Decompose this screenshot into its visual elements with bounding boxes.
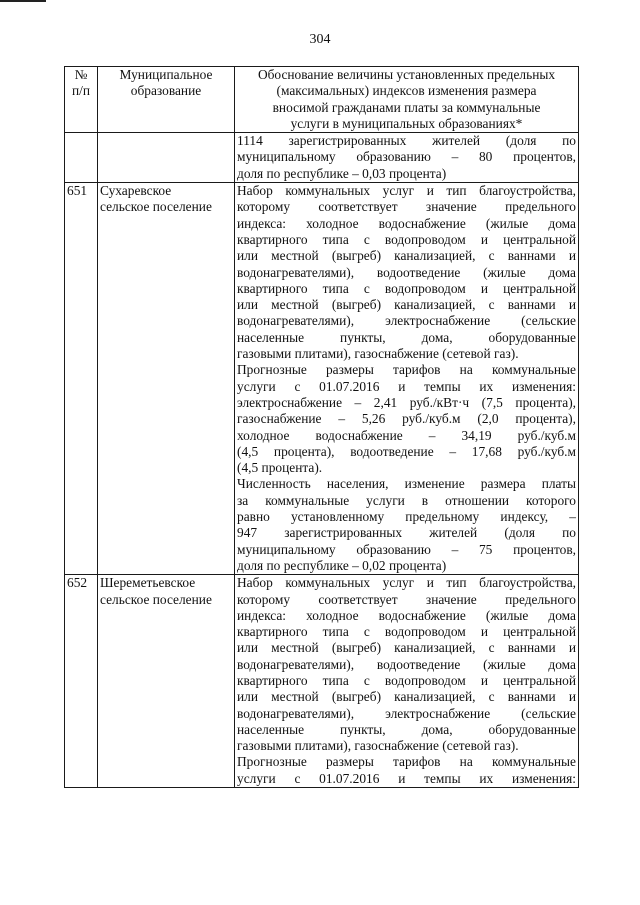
row-number-cell: [65, 133, 98, 183]
header-municipality-line: образование: [130, 83, 202, 99]
text-line: или местной (выгреб) канализацией, с ваннами и: [237, 640, 576, 656]
text-line: доля по республике – 0,03 процента): [237, 165, 447, 181]
text-line: услуги с 01.07.2016 и темпы их изменения:: [237, 378, 576, 394]
text-line: газоснабжение – 5,26 руб./куб.м (2,0 процента),: [237, 411, 576, 427]
text-line: или местной (выгреб) канализацией, с ваннами и: [237, 297, 576, 313]
text-line: населенные пункты, дома, оборудованные: [237, 721, 576, 737]
municipality-type: сельское поселение: [100, 199, 212, 215]
text-line: холодное водоснабжение – 34,19 руб./куб.м: [237, 427, 576, 443]
table-row-continuation: [65, 133, 579, 183]
text-line: квартирного типа с водопроводом и центральной: [237, 280, 576, 296]
text-line: электроснабжение – 2,41 руб./кВт·ч (7,5 процента),: [237, 394, 576, 410]
header-basis: [235, 67, 579, 133]
page-number: 304: [309, 32, 331, 47]
text-line: водонагревателями), водоотведение (жилые дома: [237, 656, 576, 672]
text-line: индекса: холодное водоснабжение (жилые дома: [237, 607, 576, 623]
text-line: квартирного типа с водопроводом и центральной: [237, 672, 576, 688]
table-header-row: [65, 67, 579, 133]
text-line: Прогнозные размеры тарифов на коммунальные: [237, 362, 576, 378]
header-municipality: [98, 67, 235, 133]
text-line: муниципальному образованию – 75 процентов,: [237, 541, 576, 557]
row-number: 651: [65, 183, 98, 575]
text-line: (4,5 процента), водоотведение – 17,68 руб./куб.м: [237, 443, 576, 459]
row-municipality-cell: [98, 133, 235, 183]
text-line: Численность населения, изменение размера платы: [237, 476, 576, 492]
text-line: водонагревателями), электроснабжение (сельские: [237, 705, 576, 721]
text-line: 947 зарегистрированных жителей (доля по: [237, 525, 576, 541]
header-basis-line: (максимальных) индексов изменения размера: [276, 83, 537, 99]
header-number: [65, 67, 98, 133]
tariff-table: [64, 66, 579, 788]
text-line: (4,5 процента).: [237, 460, 323, 476]
text-line: водонагревателями), электроснабжение (сельские: [237, 313, 576, 329]
municipality-name: Сухаревское: [100, 183, 172, 199]
header-municipality-line: Муниципальное: [119, 67, 213, 82]
header-basis-line: Обоснование величины установленных предельных: [257, 67, 556, 82]
row-basis-cell: [235, 133, 579, 183]
text-line: услуги с 01.07.2016 и темпы их изменения:: [237, 770, 576, 786]
text-line: Прогнозные размеры тарифов на коммунальные: [237, 754, 576, 770]
text-line: доля по республике – 0,02 процента): [237, 557, 447, 573]
text-line: 1114 зарегистрированных жителей (доля по: [237, 133, 576, 149]
text-line: муниципальному образованию – 80 процентов,: [237, 149, 576, 165]
text-line: Набор коммунальных услуг и тип благоустройства,: [237, 575, 576, 591]
text-line: или местной (выгреб) канализацией, с ваннами и: [237, 248, 576, 264]
row-basis: [235, 575, 579, 788]
text-line: которому соответствует значение предельного: [237, 199, 576, 215]
text-line: населенные пункты, дома, оборудованные: [237, 329, 576, 345]
text-line: которому соответствует значение предельного: [237, 591, 576, 607]
text-line: за коммунальные услуги в отношении которого: [237, 492, 576, 508]
text-line: газовыми плитами), газоснабжение (сетевой газ).: [237, 738, 519, 754]
text-line: или местной (выгреб) канализацией, с ваннами и: [237, 689, 576, 705]
text-line: квартирного типа с водопроводом и центральной: [237, 624, 576, 640]
text-line: водонагревателями), водоотведение (жилые дома: [237, 264, 576, 280]
table-row-652: [65, 575, 579, 788]
header-basis-line: вносимой гражданами платы за коммунальные: [272, 99, 541, 115]
row-basis: [235, 183, 579, 575]
header-number-line: п/п: [71, 83, 91, 99]
text-line: квартирного типа с водопроводом и центральной: [237, 231, 576, 247]
row-number: 652: [65, 575, 98, 788]
text-line: равно установленному предельному индексу, –: [237, 509, 576, 525]
row-municipality: [98, 183, 235, 575]
text-line: газовыми плитами), газоснабжение (сетевой газ).: [237, 346, 519, 362]
scan-corner-mark: [0, 0, 46, 2]
header-number-line: №: [74, 67, 88, 82]
text-line: индекса: холодное водоснабжение (жилые дома: [237, 215, 576, 231]
table-row-651: [65, 183, 579, 575]
header-basis-line: услуги в муниципальных образованиях*: [290, 115, 523, 131]
text-line: Набор коммунальных услуг и тип благоустройства,: [237, 183, 576, 199]
municipality-name: Шереметьевское: [100, 575, 196, 591]
municipality-type: сельское поселение: [100, 591, 212, 607]
row-municipality: [98, 575, 235, 788]
